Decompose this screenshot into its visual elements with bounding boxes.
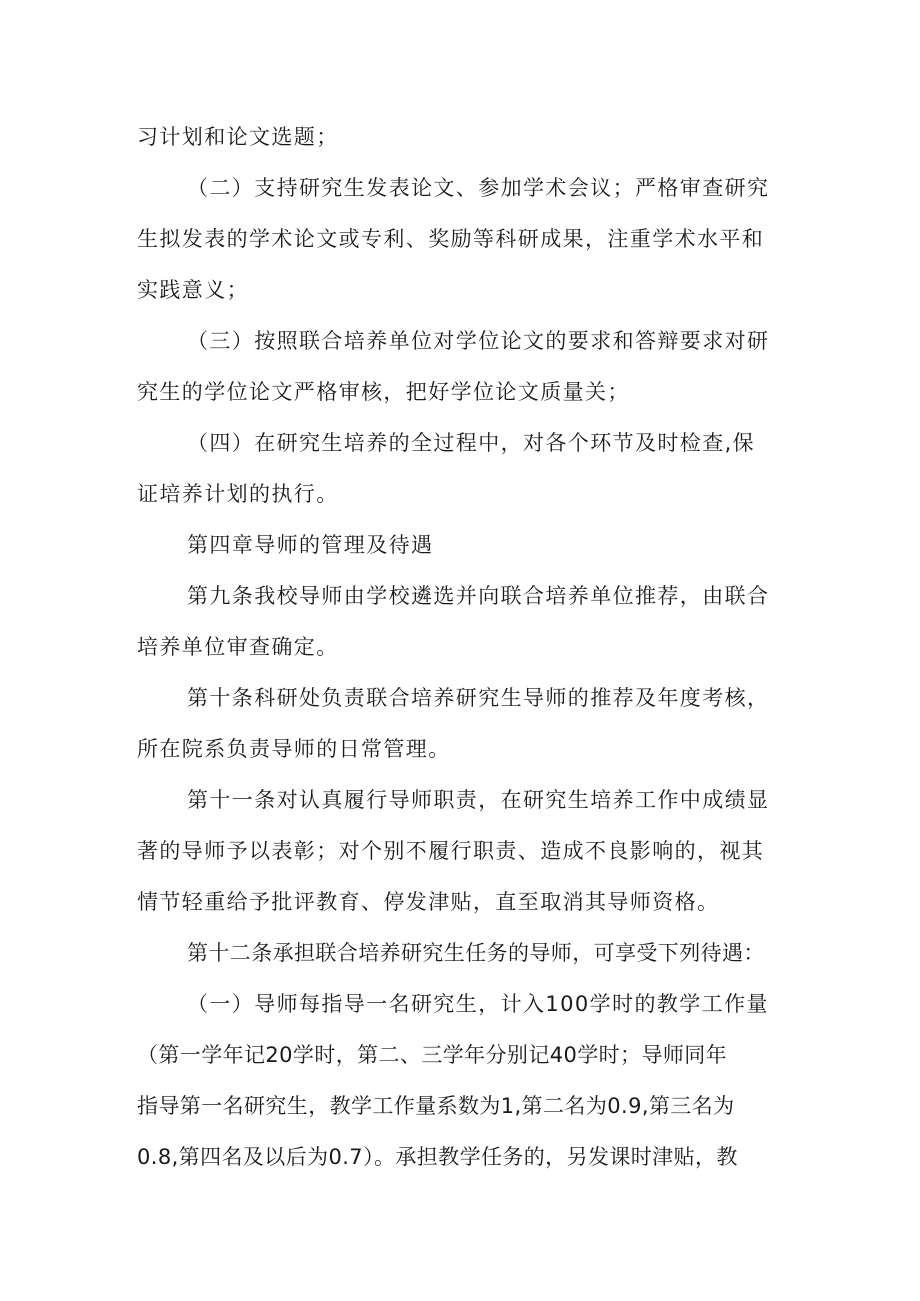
- text-line: 著的导师予以表彰；对个别不履行职责、造成不良影响的，视其: [137, 839, 765, 863]
- text-line: （四）在研究生培养的全过程中，对各个环节及时检查,保: [187, 431, 756, 455]
- chapter-heading: 第四章导师的管理及待遇: [187, 533, 434, 557]
- text-line: （三）按照联合培养单位对学位论文的要求和答辩要求对研: [187, 329, 770, 353]
- text-line: （第一学年记20学时，第二、三学年分别记40学时；导师同年: [137, 1043, 728, 1067]
- text-line: 第十二条承担联合培养研究生任务的导师，可享受下列待遇：: [187, 941, 765, 965]
- text-line: 实践意义；: [137, 278, 249, 302]
- text-line: 培养单位审查确定。: [137, 635, 339, 659]
- text-line: 所在院系负责导师的日常管理。: [137, 737, 451, 761]
- text-line: （一）导师每指导一名研究生，计入100学时的教学工作量: [187, 992, 769, 1016]
- text-line: （二）支持研究生发表论文、参加学术会议；严格审查研究: [187, 176, 770, 200]
- text-line: 第十一条对认真履行导师职责，在研究生培养工作中成绩显: [187, 788, 770, 812]
- text-line: 究生的学位论文严格审核，把好学位论文质量关；: [137, 380, 630, 404]
- text-line: 0.8,第四名及以后为0.7）。承担教学任务的，另发课时津贴，教: [137, 1145, 738, 1169]
- text-line: 生拟发表的学术论文或专利、奖励等科研成果，注重学术水平和: [137, 227, 765, 251]
- text-line: 指导第一名研究生，教学工作量系数为1,第二名为0.9,第三名为: [137, 1094, 735, 1118]
- text-line: 情节轻重给予批评教育、停发津贴，直至取消其导师资格。: [137, 890, 720, 914]
- text-line: 习计划和论文选题；: [137, 125, 339, 149]
- text-line: 第十条科研处负责联合培养研究生导师的推荐及年度考核，: [187, 686, 770, 710]
- document-body: [137, 112, 792, 1183]
- text-line: 证培养计划的执行。: [137, 482, 339, 506]
- text-line: 第九条我校导师由学校遴选并向联合培养单位推荐，由联合: [187, 584, 770, 608]
